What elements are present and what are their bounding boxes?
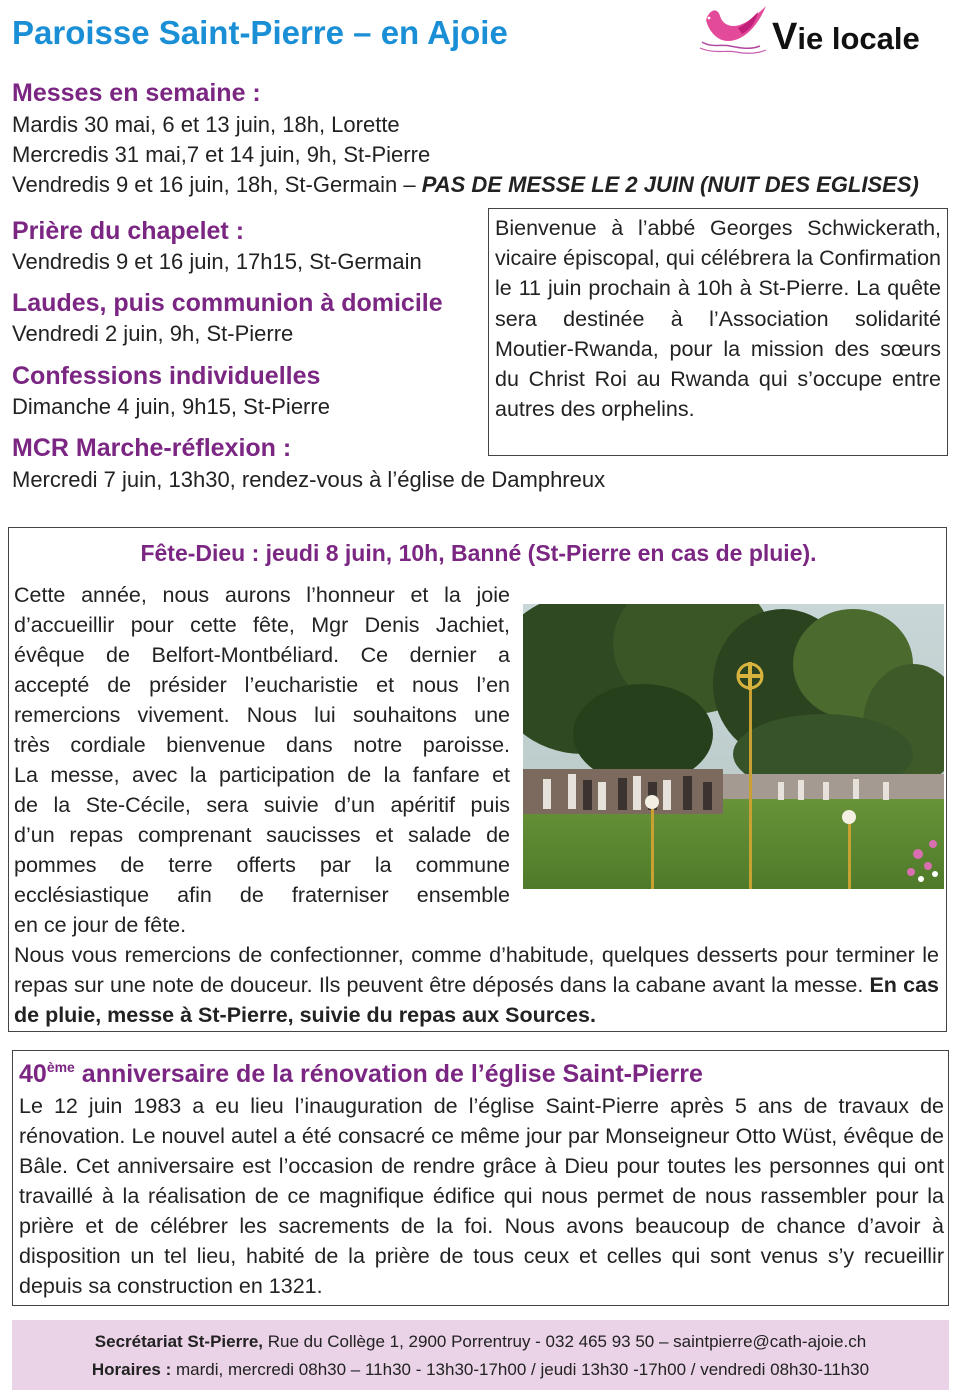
fete-line: pommes de terre offerts par la commune [14, 853, 510, 877]
fete-dieu-title: Fête-Dieu : jeudi 8 juin, 10h, Banné (St-Pierre en cas de pluie). [140, 540, 817, 566]
mcr-heading: MCR Marche-réflexion : [12, 434, 292, 462]
fete-line: ecclésiastique afin de fraterniser ensemble [14, 883, 510, 907]
anniversaire-title [19, 1059, 703, 1089]
fete-line-continuation: en ce jour de fête. [14, 913, 187, 937]
fete-line: de la Ste-Cécile, sera suivie d’un apéritif puis [14, 793, 510, 817]
messes-line-3 [12, 170, 919, 200]
logo-text [772, 16, 920, 59]
footer-contact [12, 1320, 949, 1390]
fete-dieu-bottom-text [14, 940, 939, 1030]
footer-text-1: Rue du Collège 1, 2900 Porrentruy - 032 465 93 50 – saintpierre@cath-ajoie.ch [263, 1332, 867, 1351]
footer-label-2: Horaires : [91, 1360, 172, 1379]
anniversaire-title-sup: ème [46, 1059, 75, 1075]
messes-line-2: Mercredis 31 mai,7 et 14 juin, 9h, St-Pierre [12, 142, 431, 167]
laudes-heading: Laudes, puis communion à domicile [12, 289, 443, 317]
fete-line: accepté de présider l’eucharistie et nous l’en [14, 673, 510, 697]
anniversaire-title-num: 40 [19, 1060, 47, 1088]
fete-line: La messe, avec la participation de la fanfare et [14, 763, 510, 787]
outdoor-procession-photo [523, 604, 944, 889]
footer-text-2: mardi, mercredi 08h30 – 11h30 - 13h30-17h00 / jeudi 13h30 -17h00 / vendredi 08h30-11h30 [171, 1360, 870, 1379]
fete-line: très cordiale bienvenue dans notre paroisse. [14, 733, 510, 757]
chapelet-heading: Prière du chapelet : [12, 217, 245, 245]
anniversaire-box [12, 1050, 949, 1306]
chapelet-line: Vendredis 9 et 16 juin, 17h15, St-Germain [12, 249, 422, 274]
laudes-line: Vendredi 2 juin, 9h, St-Pierre [12, 321, 294, 346]
footer-line-2 [12, 1360, 949, 1380]
fete-bottom-emphasis: En cas de pluie, messe à St-Pierre, suivie du repas aux Sources. [14, 973, 939, 1027]
anniversaire-text: Le 12 juin 1983 a eu lieu l’inauguration de l’église Saint-Pierre après 5 ans de travaux de rénovation. Le nouvel autel a été consacré ce même jour par Monseigneur Otto Wüst, évêque de Bâle. Cet anniversaire est l’occasion de rendre grâce à Dieu pour toutes les personnes qui ont travaillé à la réalisation de ce magnifique édifice qui nous permet de nous rassembler pour la prière et de célébrer les sacrements de la foi. Nous avons beaucoup de chance d’avoir à disposition un tel lieu, habité de la prière de tous ceux et celles qui sont venus s’y recueillir depuis sa construction en 1321. [19, 1094, 944, 1298]
footer-line-1 [12, 1332, 949, 1352]
bienvenue-text: Bienvenue à l’abbé Georges Schwickerath, vicaire épiscopal, qui célébrera la Confirmation le 11 juin prochain à 10h à St-Pierre. La quête sera destinée à l’Association solidarité Moutier-Rwanda, pour la mission des sœurs du Christ Roi au Rwanda qui s’occupe entre autres des orphelins. [495, 216, 941, 422]
messes-heading: Messes en semaine : [12, 79, 261, 107]
dove-icon [700, 2, 780, 58]
logo-initial: V [772, 16, 798, 58]
fete-dieu-left-text [14, 580, 510, 940]
fete-line: évêque de Belfort-Montbéliard. Ce dernier a [14, 643, 510, 667]
messes-line-3-emphasis: PAS DE MESSE LE 2 JUIN (NUIT DES EGLISES) [421, 172, 919, 197]
fete-line: d’accueillir pour cette fête, Mgr Denis Jachiet, [14, 613, 510, 637]
fete-line: remercions vivement. Nous lui souhaitons une [14, 703, 510, 727]
bienvenue-box [488, 208, 948, 456]
logo-rest: ie locale [797, 21, 920, 56]
anniversaire-title-rest: anniversaire de la rénovation de l’église Saint-Pierre [74, 1060, 703, 1088]
page-title: Paroisse Saint-Pierre – en Ajoie [12, 14, 508, 51]
messes-line-3-text: Vendredis 9 et 16 juin, 18h, St-Germain – [12, 172, 422, 197]
fete-line: d’un repas comprenant saucisses et salade de [14, 823, 510, 847]
mcr-line: Mercredi 7 juin, 13h30, rendez-vous à l’église de Damphreux [12, 467, 606, 492]
fete-line: Cette année, nous aurons l’honneur et la joie [14, 583, 510, 607]
confessions-heading: Confessions individuelles [12, 362, 321, 390]
fete-dieu-box [8, 527, 947, 1032]
fete-bottom-text: Nous vous remercions de confectionner, comme d’habitude, quelques desserts pour terminer le repas sur une note de douceur. Ils peuvent être déposés dans la cabane avant la messe. [14, 943, 939, 997]
messes-line-1: Mardis 30 mai, 6 et 13 juin, 18h, Lorette [12, 112, 400, 137]
confessions-line: Dimanche 4 juin, 9h15, St-Pierre [12, 394, 330, 419]
vie-locale-logo [700, 2, 950, 58]
footer-label-1: Secrétariat St-Pierre, [94, 1332, 263, 1351]
